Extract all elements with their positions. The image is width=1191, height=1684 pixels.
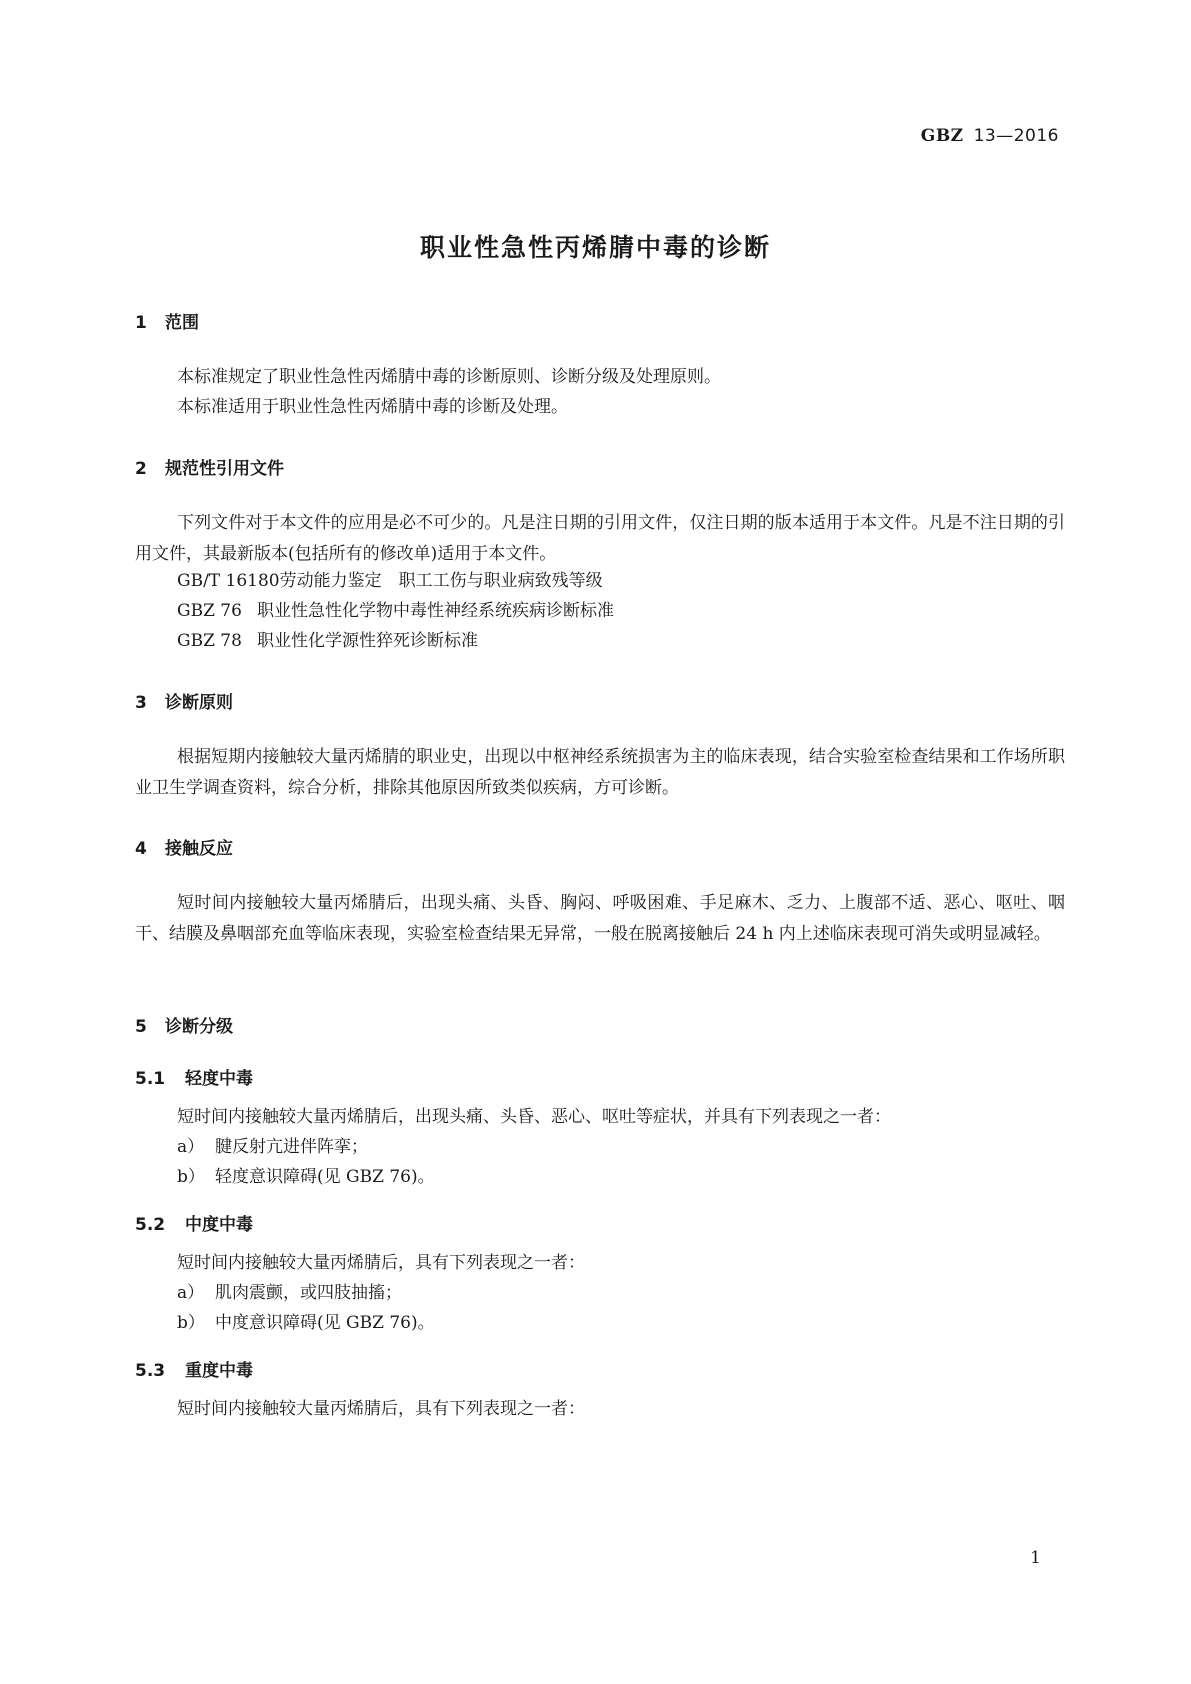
section-3-paragraph: 根据短期内接触较大量丙烯腈的职业史，出现以中枢神经系统损害为主的临床表现，结合实验室检查结果和工作场所职业卫生学调查资料，综合分析，排除其他原因所致类似疾病，方可诊断。	[135, 747, 1065, 798]
section-title: 诊断原则	[165, 693, 233, 713]
section-4-heading	[135, 834, 233, 859]
list-item	[177, 1162, 435, 1193]
reference-code: GBZ 78	[177, 631, 242, 651]
list-text: 中度意识障碍(见 GBZ 76)。	[215, 1313, 435, 1333]
section-1-line-2: 本标准适用于职业性急性丙烯腈中毒的诊断及处理。	[177, 397, 568, 417]
subsection-5-1-intro: 短时间内接触较大量丙烯腈后，出现头痛、头昏、恶心、呕吐等症状，并具有下列表现之一者：	[177, 1107, 891, 1127]
list-marker: a）	[177, 1137, 205, 1157]
document-title: 职业性急性丙烯腈中毒的诊断	[419, 233, 771, 262]
reference-title: 职业性急性化学物中毒性神经系统疾病诊断标准	[257, 601, 614, 621]
section-title: 规范性引用文件	[165, 459, 284, 479]
section-number: 4	[135, 839, 147, 859]
standard-code	[921, 126, 1059, 146]
list-text: 腱反射亢进伴阵挛；	[215, 1137, 368, 1157]
subsection-title: 中度中毒	[185, 1215, 253, 1235]
list-text: 肌肉震颤，或四肢抽搐；	[215, 1283, 402, 1303]
standard-prefix: GBZ	[920, 126, 964, 146]
subsection-number: 5.3	[135, 1361, 166, 1381]
section-4-paragraph: 短时间内接触较大量丙烯腈后，出现头痛、头昏、胸闷、呼吸困难、手足麻木、乏力、上腹部不适、恶心、呕吐、咽干、结膜及鼻咽部充血等临床表现，实验室检查结果无异常，一般在脱离接触后 24 h 内上述临床表现可消失或明显减轻。	[135, 893, 1065, 944]
list-marker: b）	[177, 1313, 205, 1333]
subsection-5-2-heading	[135, 1210, 253, 1235]
list-text: 轻度意识障碍(见 GBZ 76)。	[215, 1167, 435, 1187]
section-number: 2	[135, 459, 147, 479]
section-number: 5	[135, 1017, 147, 1037]
section-title: 范围	[165, 313, 199, 333]
list-marker: b）	[177, 1167, 205, 1187]
reference-code: GBZ 76	[177, 601, 242, 621]
reference-title: 劳动能力鉴定 职工工伤与职业病致残等级	[279, 571, 603, 591]
section-2-paragraph: 下列文件对于本文件的应用是必不可少的。凡是注日期的引用文件，仅注日期的版本适用于本文件。凡是不注日期的引用文件，其最新版本(包括所有的修改单)适用于本文件。	[135, 513, 1065, 564]
section-number: 3	[135, 693, 147, 713]
page-number: 1	[1030, 1548, 1041, 1568]
subsection-5-1-heading	[135, 1064, 253, 1089]
list-item	[177, 1278, 402, 1309]
section-title: 诊断分级	[165, 1017, 233, 1037]
section-number: 1	[135, 313, 147, 333]
subsection-number: 5.2	[135, 1215, 166, 1235]
subsection-title: 重度中毒	[185, 1361, 253, 1381]
section-3-heading	[135, 688, 233, 713]
section-1-line-1: 本标准规定了职业性急性丙烯腈中毒的诊断原则、诊断分级及处理原则。	[177, 367, 721, 387]
reference-title: 职业性化学源性猝死诊断标准	[257, 631, 478, 651]
list-item	[177, 1132, 368, 1163]
section-1-heading	[135, 308, 199, 333]
list-item	[177, 1308, 435, 1339]
reference-item	[177, 596, 614, 627]
subsection-5-2-intro: 短时间内接触较大量丙烯腈后，具有下列表现之一者：	[177, 1253, 585, 1273]
list-marker: a）	[177, 1283, 205, 1303]
section-title: 接触反应	[165, 839, 233, 859]
subsection-5-3-heading	[135, 1356, 253, 1381]
reference-item	[177, 566, 603, 597]
subsection-title: 轻度中毒	[185, 1069, 253, 1089]
subsection-5-3-intro: 短时间内接触较大量丙烯腈后，具有下列表现之一者：	[177, 1399, 585, 1419]
reference-item	[177, 626, 478, 657]
section-2-heading	[135, 454, 284, 479]
section-5-heading	[135, 1012, 233, 1037]
reference-code: GB/T 16180	[177, 571, 280, 591]
standard-number: 13—2016	[973, 126, 1059, 146]
subsection-number: 5.1	[135, 1069, 166, 1089]
